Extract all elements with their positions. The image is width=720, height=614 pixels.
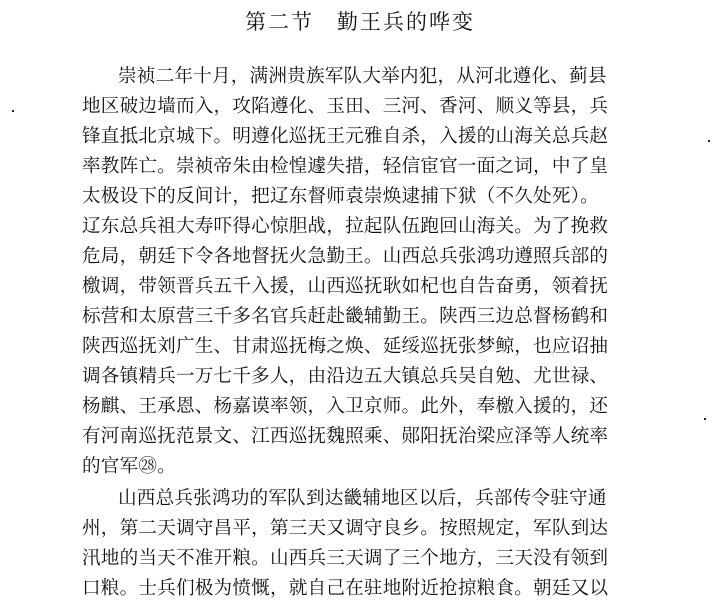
paragraph-1-line-8: 檄调，带领晋兵五千入援，山西巡抚耿如杞也自告奋勇，领着抚 xyxy=(82,276,609,297)
paragraph-1-line-7: 危局，朝廷下令各地督抚火急勤王。山西总兵张鸿功遵照兵部的 xyxy=(82,246,609,267)
paragraph-1-line-4: 率教阵亡。崇祯帝朱由检惶遽失措，轻信宦官一面之词，中了皇 xyxy=(82,156,609,177)
scan-speck xyxy=(708,140,710,142)
paragraph-1-line-1: 崇祯二年十月，满洲贵族军队大举内犯，从河北遵化、蓟县 xyxy=(118,66,607,87)
paragraph-2-line-4: 口粮。士兵们极为愤慨，就自己在驻地附近抢掠粮食。朝廷又以 xyxy=(82,578,609,599)
scan-speck xyxy=(12,110,14,112)
paragraph-1-line-13: 有河南巡抚范景文、江西巡抚魏照乘、郧阳抚治梁应泽等人统率 xyxy=(82,426,609,447)
paragraph-2-line-2: 州，第二天调守昌平，第三天又调守良乡。按照规定，军队到达 xyxy=(82,518,609,539)
paragraph-1-line-3: 锋直抵北京城下。明遵化巡抚王元雅自杀，入援的山海关总兵赵 xyxy=(82,126,609,147)
paragraph-1-line-11: 调各镇精兵一万七千多人，由沿边五大镇总兵吴自勉、尤世禄、 xyxy=(82,366,609,387)
paragraph-1-line-2: 地区破边墙而入，攻陷遵化、玉田、三河、香河、顺义等县，兵 xyxy=(82,96,609,117)
paragraph-1-line-9: 标营和太原营三千多名官兵赶赴畿辅勤王。陕西三边总督杨鹤和 xyxy=(82,306,609,327)
paragraph-1-line-14: 的官军㉘。 xyxy=(82,456,176,477)
paragraph-1-line-5: 太极设下的反间计，把辽东督师袁崇焕逮捕下狱（不久处死）。 xyxy=(82,186,599,207)
scan-speck xyxy=(704,418,706,420)
section-title: 第二节 勤王兵的哗变 xyxy=(245,10,475,34)
paragraph-2-line-1: 山西总兵张鸿功的军队到达畿辅地区以后，兵部传令驻守通 xyxy=(118,488,607,509)
paragraph-1-line-10: 陕西巡抚刘广生、甘肃巡抚梅之焕、延绥巡抚张梦鲸，也应诏抽 xyxy=(82,336,609,357)
paragraph-1-line-12: 杨麒、王承恩、杨嘉谟率领，入卫京师。此外，奉檄入援的，还 xyxy=(82,396,609,417)
paragraph-2-line-3: 汛地的当天不准开粮。山西兵三天调了三个地方，三天没有领到 xyxy=(82,548,609,569)
paragraph-1-line-6: 辽东总兵祖大寿吓得心惊胆战，拉起队伍跑回山海关。为了挽救 xyxy=(82,216,609,237)
